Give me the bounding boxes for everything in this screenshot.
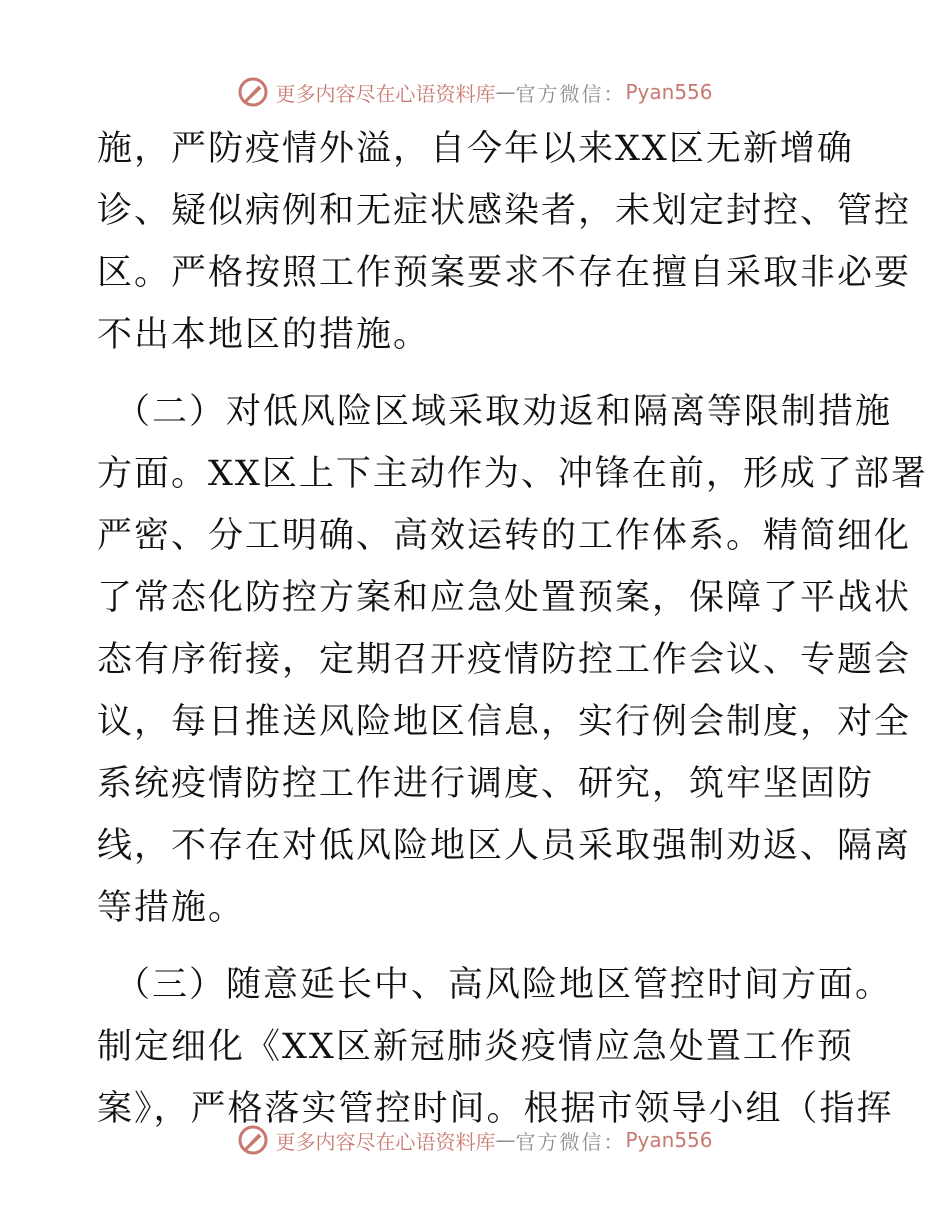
quill-pen-icon xyxy=(237,76,269,108)
text-line: 系统疫情防控工作进行调度、研究，筑牢坚固防 xyxy=(97,764,875,804)
paragraph-2 xyxy=(97,381,928,939)
section-heading-line: （三）随意延长中、高风险地区管控时间方面。 xyxy=(115,965,893,1005)
text-line: 态有序衔接，定期召开疫情防控工作会议、专题会 xyxy=(97,640,912,680)
text-line: 等措施。 xyxy=(97,888,246,928)
header-watermark xyxy=(0,72,950,112)
watermark-wechat-label: 官方微信： xyxy=(515,1129,626,1154)
paragraph-1 xyxy=(97,118,912,366)
text-line: 不出本地区的措施。 xyxy=(97,315,431,355)
section-heading-line: （二）对低风险区域采取劝返和隔离等限制措施 xyxy=(115,392,893,432)
text-line: 严密、分工明确、高效运转的工作体系。精简细化 xyxy=(97,516,912,556)
watermark-wechat-id: Pyan556 xyxy=(625,1128,713,1152)
text-line: 区。严格按照工作预案要求不存在擅自采取非必要 xyxy=(97,253,912,293)
watermark-brand: 更多内容尽在心语资料库 xyxy=(275,1129,496,1154)
text-line: 诊、疑似病例和无症状感染者，未划定封控、管控 xyxy=(97,191,912,231)
text-line: 施，严防疫情外溢，自今年以来XX区无新增确 xyxy=(97,129,854,169)
text-line: 线，不存在对低风险地区人员采取强制劝返、隔离 xyxy=(97,826,912,866)
footer-watermark xyxy=(0,1120,950,1160)
document-body xyxy=(97,118,928,1140)
paragraph-3 xyxy=(97,954,894,1140)
watermark-brand: 更多内容尽在心语资料库 xyxy=(275,81,496,106)
watermark-separator: — xyxy=(495,80,516,104)
watermark-wechat-id: Pyan556 xyxy=(625,80,713,104)
text-line: 方面。XX区上下主动作为、冲锋在前，形成了部署 xyxy=(97,454,928,494)
watermark-wechat-label: 官方微信： xyxy=(515,81,626,106)
text-line: 案》，严格落实管控时间。根据市领导小组（指挥 xyxy=(97,1089,894,1129)
text-line: 议，每日推送风险地区信息，实行例会制度，对全 xyxy=(97,702,912,742)
quill-pen-icon xyxy=(237,1124,269,1156)
text-line: 制定细化《XX区新冠肺炎疫情应急处置工作预 xyxy=(97,1027,854,1067)
text-line: 了常态化防控方案和应急处置预案，保障了平战状 xyxy=(97,578,912,618)
watermark-separator: — xyxy=(495,1128,516,1152)
